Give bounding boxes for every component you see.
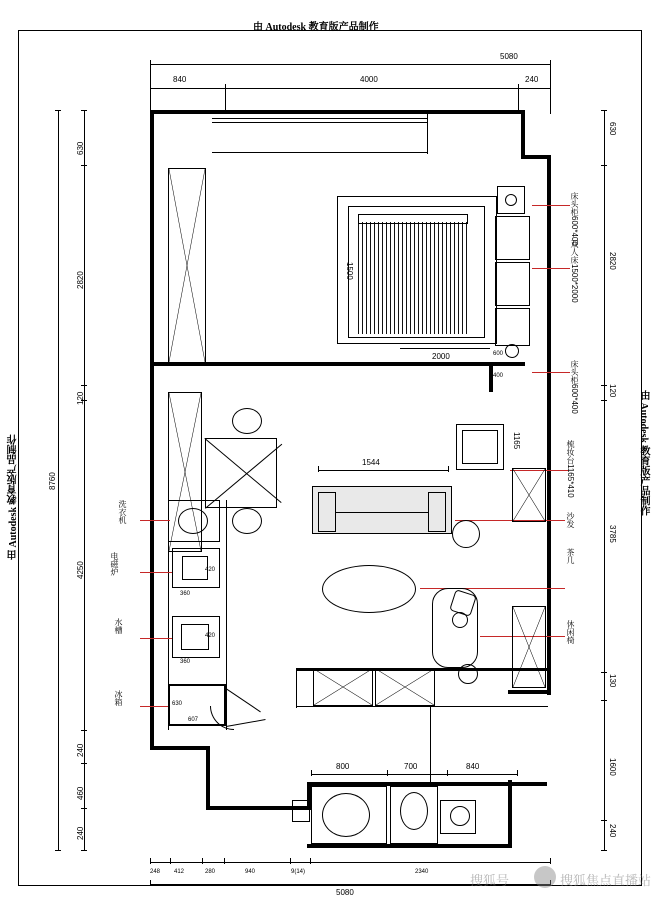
label-sofa: 沙发	[566, 512, 575, 528]
dim-bottom-5: 2340	[415, 869, 429, 875]
dim-400: 600	[493, 351, 504, 357]
wardrobe-upper	[168, 168, 206, 363]
watermark-logo	[534, 866, 556, 888]
dim-right-4: 130	[608, 674, 617, 688]
dim-left-4: 240	[76, 743, 85, 757]
dim-700: 700	[404, 762, 418, 771]
dresser-seat	[462, 430, 498, 464]
dim-top-0: 840	[173, 75, 187, 84]
dim-sofa: 1544	[362, 458, 380, 467]
dim-right-3: 3785	[608, 525, 617, 543]
dim-right-5: 1600	[608, 758, 617, 776]
dim-left-0: 630	[76, 141, 85, 155]
plant-round	[458, 664, 478, 684]
dim-left-5: 460	[76, 786, 85, 800]
wall-partition-bedroom	[150, 362, 525, 366]
dim-top-1: 4000	[360, 75, 378, 84]
wall-bottom-left	[150, 746, 210, 750]
wall-top	[150, 110, 525, 114]
column-right-2	[512, 606, 546, 688]
lounge-chair-detail	[452, 612, 468, 628]
dim-left-overall: 8760	[48, 472, 57, 490]
dim-right-6: 240	[608, 824, 617, 838]
label-lounge-chair: 休闲椅	[566, 620, 575, 644]
wall-bottom	[307, 844, 512, 848]
wall-left-upper	[150, 110, 154, 365]
wall-right-lower-jog	[508, 690, 551, 694]
dim-left-6: 240	[76, 826, 85, 840]
watermark-site: 搜狐焦点直播站	[560, 873, 652, 888]
sofa-arm-right	[428, 492, 446, 532]
dim-bottom-overall: 5080	[336, 888, 354, 897]
label-sink: 水槽	[114, 618, 123, 634]
bed-quilt	[358, 222, 468, 334]
dim-left-2: 120	[76, 391, 85, 405]
side-table-round	[452, 520, 480, 548]
dim-bottom-0: 248	[150, 869, 161, 875]
round-stool	[505, 344, 519, 358]
hatch-bottom-1	[313, 668, 373, 706]
title-right: 由 Autodesk 教育版产品制作	[638, 390, 649, 516]
toilet	[400, 792, 428, 830]
bath-door-stub	[292, 800, 310, 822]
dim-607: 607	[188, 717, 199, 723]
dim-left-1: 2820	[76, 271, 85, 289]
wall-jog-left	[206, 746, 210, 810]
lamp-icon	[505, 194, 517, 206]
dim-bottom-3: 940	[245, 869, 256, 875]
dim-420-a: 420	[205, 567, 216, 573]
dim-bottom-1: 412	[174, 869, 185, 875]
dim-right-1: 2820	[608, 252, 617, 270]
dim-bed-width: 1500	[345, 262, 354, 280]
label-refrigerator: 冰箱	[114, 690, 123, 706]
dim-1165: 1165	[512, 432, 521, 450]
title-top: 由 Autodesk 教育版产品制作	[253, 22, 379, 33]
shower-basin	[322, 793, 370, 837]
label-nightstand-1: 床头柜600*400	[570, 192, 579, 246]
dim-top-2: 240	[525, 75, 539, 84]
dim-630: 630	[172, 701, 183, 707]
nightstand-bottom	[495, 308, 530, 346]
dim-360-a: 360	[180, 591, 191, 597]
wall-right	[547, 155, 551, 695]
dim-800: 800	[336, 762, 350, 771]
washbasin-bowl	[450, 806, 470, 826]
dim-400b: 400	[493, 373, 504, 379]
dim-bed-length: 2000	[432, 352, 450, 361]
label-dresser: 梳妆台1165*410	[566, 440, 575, 498]
label-washing-machine: 洗衣机	[118, 500, 127, 524]
label-tea-table: 茶几	[566, 548, 575, 564]
chair-2	[232, 508, 262, 534]
wall-left-lower	[150, 365, 154, 750]
wall-right-upper	[521, 110, 525, 155]
hatch-bottom-2	[375, 668, 435, 706]
wall-bath-right	[508, 780, 512, 848]
label-double-bed: 双人床1500*2000	[570, 240, 579, 303]
washer-drum-icon	[178, 508, 208, 534]
dim-right-0: 630	[608, 122, 617, 136]
dim-right-2: 120	[608, 384, 617, 398]
chair-1	[232, 408, 262, 434]
tea-table	[322, 565, 416, 613]
nightstand-mid	[495, 262, 530, 306]
column-right-1	[512, 468, 546, 522]
dim-bottom-2: 280	[205, 869, 216, 875]
dim-top-overall: 5080	[500, 52, 518, 61]
label-nightstand-2: 床头柜600*400	[570, 360, 579, 414]
dim-360-b: 360	[180, 659, 191, 665]
sofa-arm-left	[318, 492, 336, 532]
dim-bottom-4: 9(14)	[291, 869, 306, 875]
dim-420-b: 420	[205, 633, 216, 639]
label-induction-cooker: 电磁炉	[110, 552, 119, 576]
bed-pillowrow	[358, 214, 468, 224]
watermark-account: 搜狐号	[470, 873, 510, 888]
dim-left-3: 4250	[76, 561, 85, 579]
dim-840: 840	[466, 762, 480, 771]
title-left: 由 Autodesk 教育版产品制作	[8, 434, 19, 560]
nightstand-top	[495, 216, 530, 260]
